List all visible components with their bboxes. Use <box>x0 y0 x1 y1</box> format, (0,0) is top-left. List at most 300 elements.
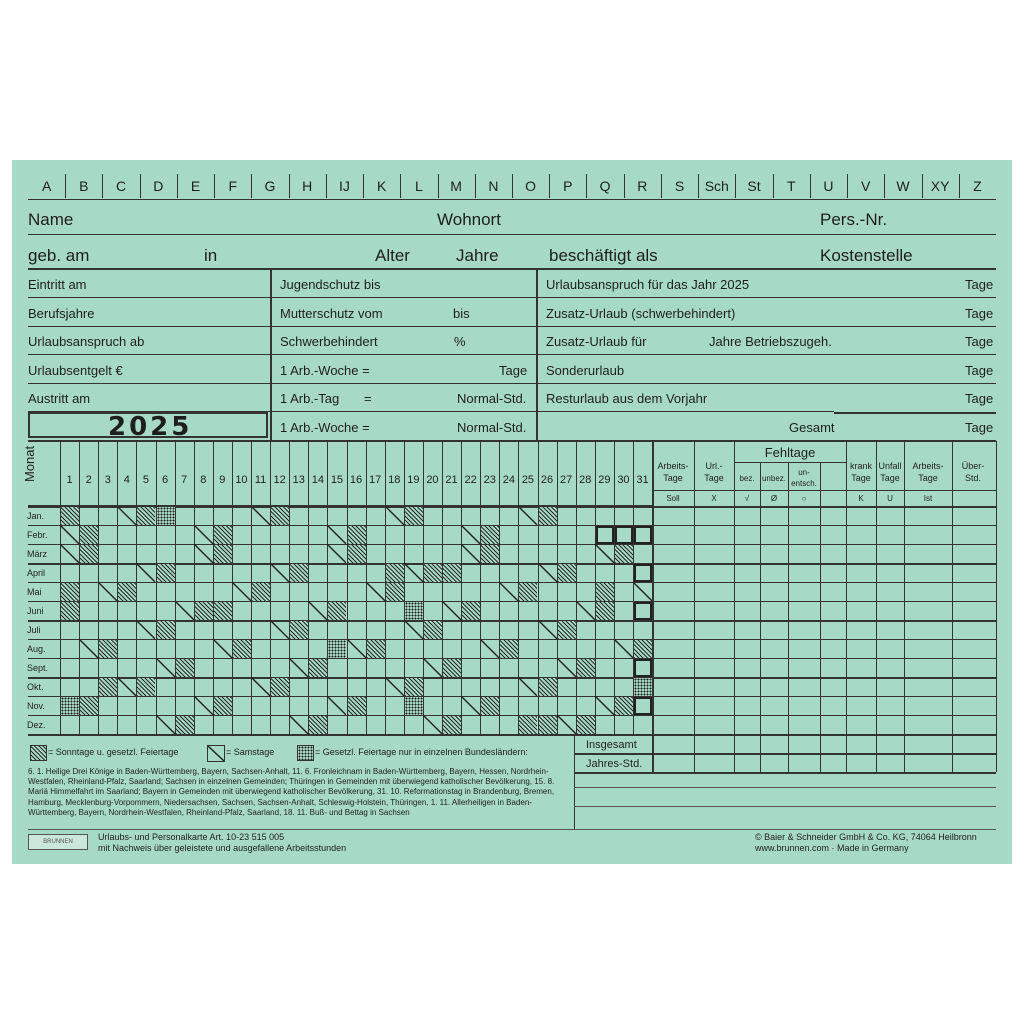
alpha-divider <box>363 174 364 198</box>
saturday-cell <box>156 658 175 677</box>
alpha-divider <box>735 174 736 198</box>
day-number-header: 30 <box>617 474 630 486</box>
name-label: Name <box>28 210 74 229</box>
sunday-cell <box>99 640 117 658</box>
alpha-letter: IJ <box>339 178 350 194</box>
tage-unit-5: Tage <box>965 391 994 406</box>
saturday-cell <box>461 525 480 544</box>
unentsch-header: un- entsch. <box>791 468 817 488</box>
grid-column-line <box>423 441 424 734</box>
divider <box>28 326 996 327</box>
grid-column-line <box>327 441 328 734</box>
alpha-divider <box>959 174 960 198</box>
u-code: U <box>887 494 893 503</box>
grid-row-line <box>28 505 652 507</box>
note-line <box>574 806 996 807</box>
invalid-day-cell <box>634 659 652 677</box>
invalid-day-cell <box>634 564 652 582</box>
invalid-day-cell <box>615 526 633 544</box>
alpha-letter: S <box>674 178 685 194</box>
jahre-betrieb-label: Jahre Betriebszugeh. <box>709 334 832 349</box>
alpha-letter: Q <box>599 178 611 194</box>
alpha-letter: L <box>415 178 423 194</box>
month-label: Sept. <box>27 663 49 673</box>
divider <box>28 297 996 298</box>
tage-unit-2: Tage <box>965 306 994 321</box>
sunday-cell <box>80 697 98 715</box>
alpha-letter: A <box>41 178 52 194</box>
grid-column-line <box>194 441 195 734</box>
gesamt-label: Gesamt <box>789 420 835 435</box>
divider <box>28 354 996 355</box>
saturday-cell <box>442 601 461 620</box>
day-number-header: 8 <box>200 474 207 486</box>
alpha-divider <box>65 174 66 198</box>
grid-column-line <box>79 441 80 734</box>
month-label: Nov. <box>27 701 45 711</box>
arb-woche-2-label: 1 Arb.-Woche = <box>280 420 370 435</box>
day-number-header: 23 <box>483 474 496 486</box>
alpha-letter: XY <box>930 178 950 194</box>
alpha-letter: Z <box>973 178 982 194</box>
saturday-cell <box>327 696 346 715</box>
grid-column-line <box>461 441 462 734</box>
jahres-std-label: Jahres-Std. <box>586 758 643 770</box>
month-label: April <box>27 568 46 578</box>
sunday-cell <box>519 583 537 601</box>
saturday-cell <box>60 525 79 544</box>
day-number-header: 24 <box>502 474 515 486</box>
eintritt-label: Eintritt am <box>28 277 87 292</box>
beschaeftigt-label: beschäftigt als <box>549 246 658 265</box>
resturlaub-label: Resturlaub aus dem Vorjahr <box>546 391 708 406</box>
sunday-cell <box>176 659 194 677</box>
stats-row-line <box>734 462 846 463</box>
divider <box>834 412 996 414</box>
sunday-cell <box>596 602 614 620</box>
k-code: K <box>858 494 864 503</box>
saturday-cell <box>98 582 117 601</box>
saturday-cell <box>136 620 155 639</box>
normal-std-label: Normal-Std. <box>457 391 527 406</box>
sunday-cell <box>424 564 442 582</box>
divider <box>28 199 996 200</box>
grid-row-line <box>28 544 996 545</box>
alpha-divider <box>475 174 476 198</box>
austritt-label: Austritt am <box>28 391 91 406</box>
stats-column-line <box>760 462 761 772</box>
saturday-cell <box>538 620 557 639</box>
alpha-divider <box>698 174 699 198</box>
saturday-cell <box>194 544 213 563</box>
grid-row-line <box>28 601 996 602</box>
saturday-cell <box>175 601 194 620</box>
bez-header: bez. <box>739 474 755 483</box>
tage-unit-1: Tage <box>965 277 994 292</box>
alpha-divider <box>884 174 885 198</box>
saturday-cell <box>136 563 155 582</box>
sunday-cell <box>214 526 232 544</box>
sunday-cell <box>481 545 499 563</box>
soll-code: Soll <box>666 494 680 503</box>
day-number-header: 22 <box>464 474 477 486</box>
day-number-header: 3 <box>104 474 111 486</box>
product-line-2: mit Nachweis über geleistete und ausgefallene Arbeitsstunden <box>98 843 347 853</box>
sunday-cell <box>137 678 155 696</box>
sunday-cell <box>157 564 175 582</box>
sunday-cell <box>577 716 595 734</box>
alpha-divider <box>922 174 923 198</box>
day-number-header: 4 <box>123 474 130 486</box>
sunday-cell <box>214 545 232 563</box>
alpha-letter: P <box>563 178 573 194</box>
sunday-cell <box>195 602 213 620</box>
saturday-swatch <box>207 745 225 762</box>
day-number-header: 19 <box>407 474 420 486</box>
day-number-header: 9 <box>219 474 226 486</box>
stats-column-line <box>788 462 789 772</box>
regional-holiday-cell <box>328 640 346 658</box>
stats-column-line <box>820 462 821 772</box>
day-number-header: 10 <box>235 474 248 486</box>
brunnen-logo: BRUNNEN <box>28 834 88 850</box>
grid-column-line <box>156 441 157 734</box>
month-label: Jan. <box>27 511 45 521</box>
day-number-header: 5 <box>142 474 149 486</box>
alpha-divider <box>140 174 141 198</box>
sunday-cell <box>615 697 633 715</box>
sunday-cell <box>214 697 232 715</box>
alpha-divider <box>214 174 215 198</box>
saturday-cell <box>194 696 213 715</box>
urlaubsentgelt-label: Urlaubsentgelt € <box>28 363 123 378</box>
zusatz-fuer-label: Zusatz-Urlaub für <box>546 334 647 349</box>
kostenstelle-label: Kostenstelle <box>820 246 913 265</box>
sunday-cell <box>367 640 385 658</box>
stats-row-line <box>652 490 996 491</box>
month-label: Dez. <box>27 720 46 730</box>
divider <box>28 829 996 830</box>
divider <box>28 234 996 235</box>
day-number-header: 20 <box>426 474 439 486</box>
regional-holiday-cell <box>157 507 175 525</box>
saturday-cell <box>461 544 480 563</box>
regional-holiday-cell <box>634 678 652 696</box>
jugendschutz-label: Jugendschutz bis <box>280 277 381 292</box>
sunday-cell <box>481 697 499 715</box>
saturday-cell <box>251 506 270 525</box>
alpha-letter: G <box>264 178 276 194</box>
alpha-divider <box>810 174 811 198</box>
saturday-cell <box>538 563 557 582</box>
sunday-cell <box>558 564 576 582</box>
saturday-cell <box>633 582 652 601</box>
product-line-1: Urlaubs- und Personalkarte Art. 10-23 515 005 <box>98 832 285 842</box>
grid-column-line <box>213 441 214 734</box>
day-number-header: 21 <box>445 474 458 486</box>
grid-column-line <box>614 441 615 734</box>
grid-column-line <box>347 441 348 734</box>
grid-column-line <box>175 441 176 734</box>
saturday-cell <box>289 715 308 734</box>
grid-column-line <box>480 441 481 734</box>
saturday-cell <box>385 506 404 525</box>
alpha-letter: B <box>79 178 89 194</box>
day-number-header: 31 <box>636 474 649 486</box>
sunday-cell <box>405 678 423 696</box>
grid-row-line <box>28 696 996 697</box>
alpha-letter: K <box>377 178 387 194</box>
in-label: in <box>204 246 218 265</box>
saturday-cell <box>327 525 346 544</box>
arb-tag-label: 1 Arb.-Tag <box>280 391 340 406</box>
saturday-cell <box>60 544 79 563</box>
grid-row-line <box>28 525 996 526</box>
divider <box>28 383 996 384</box>
saturday-cell <box>576 601 595 620</box>
sunday-cell <box>214 602 232 620</box>
day-number-header: 1 <box>66 474 73 486</box>
month-label: Juni <box>27 606 44 616</box>
saturday-cell <box>461 696 480 715</box>
legend-sonntage: = Sonntage u. gesetzl. Feiertage <box>48 747 179 757</box>
month-label: März <box>27 549 47 559</box>
unbez-header: unbez. <box>761 474 787 483</box>
day-number-header: 29 <box>598 474 611 486</box>
arbeitstage-soll-header: Arbeits- Tage <box>657 461 689 483</box>
tage-unit-3: Tage <box>965 334 994 349</box>
saturday-cell <box>270 620 289 639</box>
alpha-letter: O <box>525 178 537 194</box>
day-number-header: 26 <box>540 474 554 486</box>
saturday-cell <box>614 639 633 658</box>
saturday-cell <box>251 677 270 696</box>
grid-row-line <box>28 677 996 679</box>
day-number-header: 7 <box>181 474 188 486</box>
totals-row-line <box>574 772 996 774</box>
month-label: Mai <box>27 587 42 597</box>
saturday-cell <box>385 677 404 696</box>
saturday-cell <box>404 563 423 582</box>
sunday-cell <box>252 583 270 601</box>
alpha-divider <box>400 174 401 198</box>
day-number-header: 14 <box>311 474 324 486</box>
alpha-letter: F <box>228 178 238 194</box>
jahre-label: Jahre <box>456 246 499 265</box>
tage-unit-6: Tage <box>965 420 994 435</box>
saturday-cell <box>79 639 98 658</box>
totals-row-line <box>574 753 996 755</box>
wohnort-label: Wohnort <box>437 210 501 229</box>
alpha-divider <box>549 174 550 198</box>
saturday-cell <box>499 582 518 601</box>
circle-code: ○ <box>801 494 807 503</box>
sunday-cell <box>290 564 308 582</box>
day-number-header: 18 <box>388 474 401 486</box>
sunday-cell <box>271 507 289 525</box>
day-number-header: 12 <box>273 474 286 486</box>
invalid-day-cell <box>634 697 652 715</box>
bis-label: bis <box>453 306 470 321</box>
grid-column-line <box>442 441 443 734</box>
sunday-cell <box>443 659 461 677</box>
day-number-header: 25 <box>521 474 535 486</box>
alpha-divider <box>251 174 252 198</box>
empty-set-code: Ø <box>770 494 778 503</box>
month-label: Febr. <box>27 530 48 540</box>
day-number-header: 16 <box>349 474 363 486</box>
ueberstd-header: Über- Std. <box>961 461 985 483</box>
sunday-cell <box>118 583 136 601</box>
sunday-cell <box>309 659 327 677</box>
sunday-cell <box>348 697 366 715</box>
sunday-swatch <box>30 745 47 761</box>
alpha-letter: E <box>190 178 201 194</box>
alpha-divider <box>661 174 662 198</box>
urlaubsanspruch-ab-label: Urlaubsanspruch ab <box>28 334 145 349</box>
percent-label: % <box>454 334 466 349</box>
regional-holiday-swatch <box>297 745 314 761</box>
invalid-day-cell <box>634 602 652 620</box>
tage-unit-4: Tage <box>965 363 994 378</box>
saturday-cell <box>480 639 499 658</box>
sunday-cell <box>157 621 175 639</box>
saturday-cell <box>404 620 423 639</box>
geb-am-label: geb. am <box>28 246 90 265</box>
grid-column-line <box>557 441 558 734</box>
zusatz-schwer-label: Zusatz-Urlaub (schwerbehindert) <box>546 306 736 321</box>
tage-label: Tage <box>499 363 528 378</box>
sunday-cell <box>348 545 366 563</box>
alpha-divider <box>847 174 848 198</box>
fehltage-header: Fehltage <box>764 445 816 460</box>
unfall-header: Unfall Tage <box>878 461 902 483</box>
day-number-header: 17 <box>369 474 382 486</box>
equals-label: = <box>364 391 372 406</box>
alpha-divider <box>177 174 178 198</box>
alpha-divider <box>512 174 513 198</box>
alpha-divider <box>102 174 103 198</box>
month-label: Okt. <box>27 682 44 692</box>
day-number-header: 13 <box>292 474 305 486</box>
stats-column-line <box>996 441 997 772</box>
sunday-cell <box>348 526 366 544</box>
regional-holiday-cell <box>61 697 79 715</box>
day-number-header: 6 <box>161 474 169 486</box>
regional-holiday-cell <box>405 602 423 620</box>
sunday-cell <box>309 716 327 734</box>
sunday-cell <box>328 602 346 620</box>
alpha-letter: H <box>302 178 313 194</box>
footnote-text: 6. 1. Heilige Drei Könige in Baden-Württemberg, Bayern, Sachsen-Anhalt, 11. 6. Fronleichnam in Baden-Württemberg, Bayern, Hessen, Nordrhein-Westfalen, Rheinland-Pfalz, Saarland; Sachsen in einzelnen Gemeinden; Thüringen in Gemeinden mit überwiegend katholischer Bevölkerung, 15. 8. Mariä Himmelfahrt im Saarland; Bayern in Gemeinden mit überwiegend katholischer Bevölkerung, 31. 10. Reformationstag in Brandenburg, Bremen, Hamburg, Mecklenburg-Vorpommern, Niedersachsen, Sachsen, Sachsen-Anhalt, Schleswig-Holstein, Thüringen, 1. 11. Allerheiligen in Baden-Württemberg, Bayern, Nordrhein-Westfalen, Rheinland-Pfalz, Saarland, 18. 11. Buß- und Bettag in Sachsen <box>28 767 555 817</box>
saturday-cell <box>557 658 576 677</box>
urlaubsanspruch-jahr-label: Urlaubsanspruch für das Jahr 2025 <box>546 277 750 292</box>
saturday-cell <box>194 525 213 544</box>
sunday-cell <box>271 678 289 696</box>
sunday-cell <box>176 716 194 734</box>
urltage-header: Url.- Tage <box>704 461 724 483</box>
sunday-cell <box>80 545 98 563</box>
saturday-cell <box>270 563 289 582</box>
alpha-divider <box>773 174 774 198</box>
copyright-text: © Baier & Schneider GmbH & Co. KG, 74064 Heilbronn <box>755 832 977 842</box>
sunday-cell <box>539 716 557 734</box>
alpha-divider <box>438 174 439 198</box>
normal-std-2-label: Normal-Std. <box>457 420 527 435</box>
saturday-cell <box>232 582 251 601</box>
grid-column-line <box>289 441 290 734</box>
alpha-letter: St <box>747 178 761 194</box>
check-code: √ <box>744 494 750 503</box>
sunday-cell <box>290 621 308 639</box>
sunday-cell <box>462 602 480 620</box>
sunday-cell <box>233 640 251 658</box>
saturday-cell <box>156 715 175 734</box>
saturday-cell <box>347 639 366 658</box>
krank-header: krank Tage <box>849 461 873 483</box>
saturday-cell <box>366 582 385 601</box>
sunday-cell <box>539 678 557 696</box>
arb-woche-label: 1 Arb.-Woche = <box>280 363 370 378</box>
schwerbehindert-label: Schwerbehindert <box>280 334 378 349</box>
sunday-cell <box>519 716 537 734</box>
alpha-letter: Sch <box>704 178 729 194</box>
sunday-cell <box>558 621 576 639</box>
insgesamt-label: Insgesamt <box>586 739 637 751</box>
alpha-letter: D <box>153 178 164 194</box>
saturday-cell <box>595 544 614 563</box>
alpha-letter: R <box>637 178 648 194</box>
saturday-cell <box>595 696 614 715</box>
note-line <box>574 787 996 788</box>
saturday-cell <box>289 658 308 677</box>
legend-gesetzl: = Gesetzl. Feiertage nur in einzelnen Bundesländern: <box>315 747 528 757</box>
day-number-header: 15 <box>330 474 344 486</box>
alpha-letter: C <box>116 178 127 194</box>
alpha-letter: W <box>896 178 910 194</box>
grid-column-line <box>308 441 309 734</box>
berufsjahre-label: Berufsjahre <box>28 306 95 321</box>
month-label: Juli <box>27 625 41 635</box>
sunday-cell <box>500 640 518 658</box>
saturday-cell <box>518 506 537 525</box>
sunday-cell <box>539 507 557 525</box>
arbeitstage-ist-header: Arbeits- Tage <box>912 461 944 483</box>
sunday-cell <box>443 716 461 734</box>
invalid-day-cell <box>634 526 652 544</box>
sunday-cell <box>405 507 423 525</box>
saturday-cell <box>117 677 136 696</box>
sunday-cell <box>61 507 79 525</box>
alpha-divider <box>624 174 625 198</box>
sonderurlaub-label: Sonderurlaub <box>546 363 625 378</box>
day-number-header: 27 <box>560 474 573 486</box>
web-text: www.brunnen.com · Made in Germany <box>755 843 909 853</box>
grid-row-line <box>28 734 996 736</box>
sunday-cell <box>137 507 155 525</box>
monat-label: Monat <box>22 445 37 482</box>
saturday-cell <box>423 715 442 734</box>
grid-column-line <box>576 441 577 734</box>
alpha-letter: V <box>861 178 871 194</box>
alpha-letter: N <box>488 178 499 194</box>
sunday-cell <box>99 678 117 696</box>
alter-label: Alter <box>375 246 410 265</box>
personnel-card <box>12 160 1012 864</box>
alpha-letter: M <box>450 178 462 194</box>
sunday-cell <box>634 640 652 658</box>
month-label: Aug. <box>27 644 46 654</box>
